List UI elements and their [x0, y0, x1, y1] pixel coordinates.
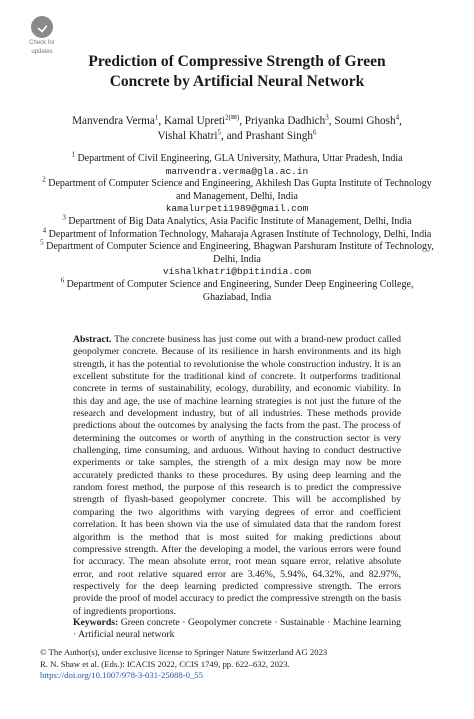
check-for-updates-icon [31, 16, 53, 38]
author-sup: 5 [217, 128, 221, 137]
paper-title [40, 52, 434, 92]
author-sup: 2(✉) [225, 113, 240, 122]
keywords-text: Green concrete · Geopolymer concrete · Sustainable · Machine learning · Artificial neural network [73, 617, 402, 641]
affiliation-text: Department of Civil Engineering, GLA University, Mathura, Uttar Pradesh, India [77, 153, 403, 164]
affiliations [40, 150, 434, 304]
author-line1: Manvendra Verma$^1$, Kamal Upreti$^{2(✉)}$, Priyanka Dadhich$^3$, Soumi Ghosh$^4$, [72, 113, 402, 127]
affiliation-6 [40, 276, 434, 304]
author-name: Soumi Ghosh [334, 115, 396, 127]
copyright-footer [40, 647, 440, 682]
keywords [73, 617, 401, 642]
title-line1: Prediction of Compressive Strength of Green [88, 53, 386, 70]
abstract [73, 334, 401, 618]
affiliation-text: Department of Computer Science and Engineering, Bhagwan Parshuram Institute of Technology, Delhi, India [46, 241, 434, 265]
author-name: Prashant Singh [245, 130, 313, 142]
doi-link[interactable]: https://doi.org/10.1007/978-3-031-25088-0_55 [40, 670, 203, 680]
email-link[interactable]: kamalurpeti1989@gmail.com [165, 203, 309, 215]
author-name: Manvendra Verma [72, 115, 155, 127]
affiliation-text: Department of Computer Science and Engineering, Sunder Deep Engineering College, Ghaziabad, India [66, 278, 414, 303]
affiliation-number: 2 [42, 175, 46, 184]
author-sup: 1 [154, 113, 159, 122]
affiliation-number: 1 [71, 150, 75, 159]
affiliation-1 [40, 150, 434, 178]
badge-line2: updates [31, 49, 53, 55]
author-name: Priyanka Dadhich [244, 115, 326, 127]
affiliation-number: 3 [62, 213, 66, 222]
affiliation-4 [40, 226, 434, 242]
affiliation-number: 6 [60, 276, 65, 285]
title-line2: Concrete by Artificial Neural Network [109, 73, 365, 90]
affiliation-number: 5 [40, 238, 44, 247]
abstract-label: Abstract. [73, 334, 112, 345]
affiliation-3 [40, 213, 434, 229]
author-list [50, 114, 424, 144]
author-line2: Vishal Khatri$^5$, and Prashant Singh$^6$ [157, 128, 317, 142]
affiliation-2 [40, 175, 434, 216]
author-name: Vishal Khatri [157, 130, 218, 142]
affiliation-5 [40, 238, 434, 279]
footer-citation: R. N. Shaw et al. (Eds.): ICACIS 2022, CCIS 1749, pp. 622–632, 2023. [40, 658, 290, 669]
footer-copyright: © The Author(s), under exclusive license to Springer Nature Switzerland AG 2023 [40, 647, 328, 657]
check-for-updates-badge[interactable] [22, 16, 62, 56]
email-link[interactable]: manvendra.verma@gla.ac.in [165, 165, 309, 177]
author-name: Kamal Upreti [163, 115, 226, 127]
keywords-label: Keywords: [73, 617, 119, 628]
affiliation-text: Department of Information Technology, Maharaja Agrasen Institute of Technology, Delhi, India [48, 228, 432, 240]
email-link[interactable]: vishalkhatri@bpitindia.com [162, 266, 312, 278]
affiliation-text: Department of Computer Science and Engineering, Akhilesh Das Gupta Institute of Technology and Management, Delhi, India [48, 178, 432, 202]
author-sup: 4 [395, 113, 400, 122]
author-sup: 3 [325, 113, 329, 122]
abstract-text: The concrete business has just come out with a brand-new product called geopolymer concrete. Because of its resilience in harsh environments and its high strength, it has the potential to revolutionise the whole construction industry. It is an excellent substitute for the traditional kind of concrete. It outperforms traditional concrete in terms of sustainability, ecology, durability, and economic viability. In this day and age, the use of machine learning strategies is not just the future of the research and development industry, but of all industries. These methods provide predictions about the outcomes by analysing the facts from the past. The process of determining the outcomes or worth of anything in the construction sector is very challenging, time consuming, and arduous. Without having to conduct destructive experiments or take samples, the strength of a mix design may now be more accurately predicted thanks to these procedures. By using deep learning and the random forest method, the purpose of this research is to predict the compressive strength of flyash-based geopolymer concrete. This will be accomplished by comparing the two algorithms with varying degrees of error and coefficient correlation. It has been shown via the use of simulated data that the random forest algorithm is the method that is most suited for making predictions about compressive strength. After the developing a model, the various errors were found for accuracy. The mean absolute error, root mean square error, relative absolute error, and root relative squared error are 3.46%, 5.94%, 64.32%, and 82.97%, respectively for the deep learning predicted compressive strength. The errors provide the proof of model accuracy to predict the compressive strength on the basis of ingredients proportions. [73, 334, 401, 617]
badge-line1: Check for [29, 40, 55, 46]
affiliation-text: Department of Big Data Analytics, Asia Pacific Institute of Management, Delhi, India [68, 215, 412, 227]
author-sup: 6 [312, 128, 317, 137]
affiliation-number: 4 [42, 226, 47, 235]
